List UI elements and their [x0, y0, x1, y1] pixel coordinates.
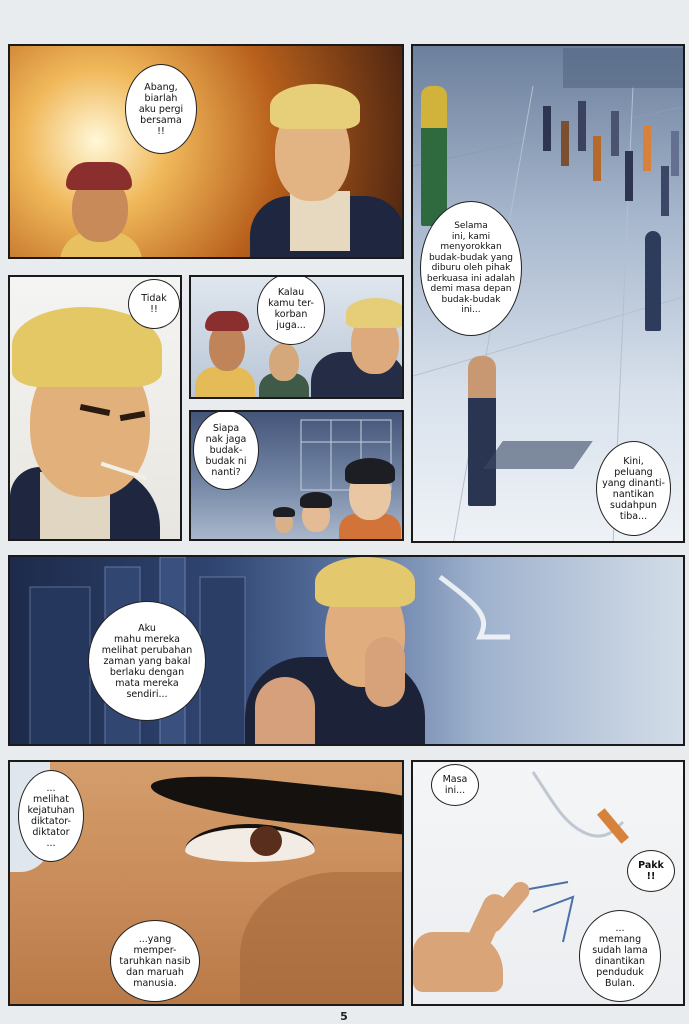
iris [250, 826, 282, 856]
walking-figure-right [645, 231, 661, 331]
page-number: 5 [340, 1010, 348, 1023]
speech-bubble: Masa ini... [431, 764, 479, 806]
panel-6 [8, 555, 685, 746]
walking-figure-center [468, 356, 496, 506]
speech-bubble: Aku mahu mereka melihat perubahan zaman yang bakal berlaku dengan mata mereka sendiri... [88, 601, 206, 721]
cheek-shadow [240, 872, 404, 1006]
panel-3 [8, 275, 182, 541]
speech-bubble: Kalau kamu ter- korban juga... [257, 275, 325, 345]
speech-bubble: Siapa nak jaga budak- budak ni nanti? [193, 410, 259, 490]
hand [413, 872, 563, 1002]
panel-8 [411, 760, 685, 1006]
panel-1 [8, 44, 404, 259]
panel-4 [189, 275, 404, 399]
panel-2 [411, 44, 685, 543]
speech-bubble: ... memang sudah lama dinantikan penduduk Bulan. [579, 910, 661, 1002]
panel-7 [8, 760, 404, 1006]
walking-figure-green [421, 86, 447, 226]
blonde-man [245, 66, 404, 259]
bald-character [259, 337, 309, 399]
speech-bubble: Tidak !! [128, 279, 180, 329]
bandana-character [195, 307, 255, 399]
speech-bubble: ... melihat kejatuhan diktator- diktator ... [18, 770, 84, 862]
speech-bubble: ...yang memper- taruhkan nasib dan maruah manusia. [110, 920, 200, 1002]
crowd [533, 96, 683, 226]
child-right [339, 458, 401, 541]
speech-bubble: Kini, peluang yang dinanti- nantikan sudahpun tiba... [596, 441, 671, 536]
blonde-man-smoking [245, 557, 435, 746]
speech-bubble: Abang, biarlah aku pergi bersama !! [125, 64, 197, 154]
child-middle [296, 492, 336, 541]
child-left [271, 507, 297, 541]
blonde-man-closeup [10, 307, 182, 541]
panel-5 [189, 410, 404, 541]
bandana-character [50, 154, 150, 259]
sfx-bubble: Pakk !! [627, 850, 675, 892]
speech-bubble-long: Selama ini, kami menyorokkan budak-budak yang diburu oleh pihak berkuasa ini adalah demi masa depan budak-budak ini... [420, 201, 522, 336]
